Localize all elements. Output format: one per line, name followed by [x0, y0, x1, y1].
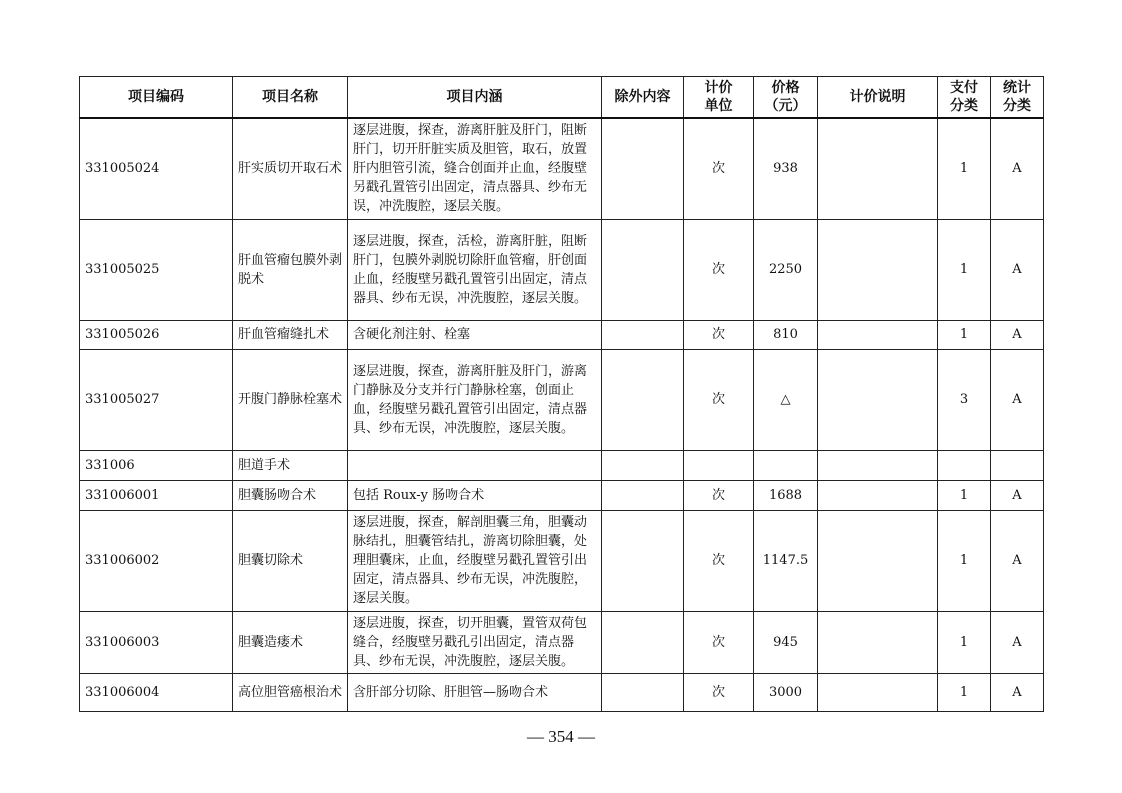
table-row — [80, 349, 1044, 450]
cell-content — [348, 450, 602, 480]
cell-price: 1688 — [754, 480, 818, 510]
table-row — [80, 673, 1044, 711]
table-row — [80, 611, 1044, 673]
table-header-row — [80, 77, 1044, 119]
cell-exclusion — [602, 673, 684, 711]
header-unit-line2: 单位 — [704, 98, 733, 114]
table-row — [80, 320, 1044, 349]
cell-pay — [938, 450, 991, 480]
cell-code: 331006002 — [80, 510, 233, 611]
cell-note — [818, 450, 938, 480]
cell-stat: A — [991, 349, 1044, 450]
cell-unit: 次 — [684, 118, 754, 219]
cell-code: 331006 — [80, 450, 233, 480]
cell-exclusion — [602, 118, 684, 219]
cell-stat: A — [991, 480, 1044, 510]
cell-code: 331006003 — [80, 611, 233, 673]
cell-note — [818, 611, 938, 673]
cell-stat — [991, 450, 1044, 480]
cell-unit — [684, 450, 754, 480]
cell-content: 包括 Roux-y 肠吻合术 — [348, 480, 602, 510]
cell-price: 810 — [754, 320, 818, 349]
cell-exclusion — [602, 320, 684, 349]
cell-unit: 次 — [684, 510, 754, 611]
cell-pay: 1 — [938, 611, 991, 673]
cell-content: 逐层进腹，探查，活检，游离肝脏，阻断肝门，包膜外剥脱切除肝血管瘤，肝创面止血，经腹壁另戳孔置管引出固定，清点器具、纱布无误，冲洗腹腔，逐层关腹。 — [348, 219, 602, 320]
header-pay-line1: 支付 — [950, 80, 978, 96]
cell-code: 331005025 — [80, 219, 233, 320]
table-row — [80, 219, 1044, 320]
cell-name: 肝血管瘤缝扎术 — [233, 320, 348, 349]
cell-exclusion — [602, 219, 684, 320]
cell-content: 含硬化剂注射、栓塞 — [348, 320, 602, 349]
table-row — [80, 480, 1044, 510]
cell-note — [818, 673, 938, 711]
cell-code: 331006001 — [80, 480, 233, 510]
cell-exclusion — [602, 510, 684, 611]
cell-content: 逐层进腹，探查，解剖胆囊三角，胆囊动脉结扎，胆囊管结扎，游离切除胆囊，处理胆囊床，止血，经腹壁另戳孔置管引出固定，清点器具、纱布无误，冲洗腹腔，逐层关腹。 — [348, 510, 602, 611]
header-exclusion: 除外内容 — [602, 77, 684, 119]
header-pay — [938, 77, 991, 119]
cell-pay: 1 — [938, 219, 991, 320]
cell-exclusion — [602, 480, 684, 510]
header-stat-line2: 分类 — [1003, 98, 1031, 114]
cell-price: 2250 — [754, 219, 818, 320]
cell-code: 331005026 — [80, 320, 233, 349]
cell-stat: A — [991, 673, 1044, 711]
cell-pay: 1 — [938, 320, 991, 349]
header-unit — [684, 77, 754, 119]
cell-stat: A — [991, 510, 1044, 611]
header-content: 项目内涵 — [348, 77, 602, 119]
cell-name: 胆囊切除术 — [233, 510, 348, 611]
header-note: 计价说明 — [818, 77, 938, 119]
cell-price: 945 — [754, 611, 818, 673]
header-price-line1: 价格 — [771, 80, 800, 96]
cell-price — [754, 450, 818, 480]
cell-pay: 1 — [938, 673, 991, 711]
cell-unit: 次 — [684, 320, 754, 349]
cell-stat: A — [991, 118, 1044, 219]
page-number: — 354 — — [527, 727, 595, 746]
header-pay-line2: 分类 — [950, 98, 978, 114]
cell-note — [818, 349, 938, 450]
cell-name: 肝实质切开取石术 — [233, 118, 348, 219]
fee-table — [79, 76, 1044, 712]
header-price — [754, 77, 818, 119]
cell-price: 3000 — [754, 673, 818, 711]
cell-code: 331005027 — [80, 349, 233, 450]
cell-unit: 次 — [684, 673, 754, 711]
cell-unit: 次 — [684, 219, 754, 320]
table-row — [80, 450, 1044, 480]
header-stat-line1: 统计 — [1003, 80, 1031, 96]
cell-exclusion — [602, 450, 684, 480]
cell-price: △ — [754, 349, 818, 450]
cell-stat: A — [991, 320, 1044, 349]
cell-pay: 1 — [938, 118, 991, 219]
cell-pay: 1 — [938, 510, 991, 611]
cell-name: 胆道手术 — [233, 450, 348, 480]
cell-price: 1147.5 — [754, 510, 818, 611]
cell-content: 逐层进腹，探查，游离肝脏及肝门，游离门静脉及分支并行门静脉栓塞，创面止血，经腹壁另戳孔置管引出固定，清点器具、纱布无误，冲洗腹腔，逐层关腹。 — [348, 349, 602, 450]
cell-unit: 次 — [684, 611, 754, 673]
cell-exclusion — [602, 349, 684, 450]
cell-unit: 次 — [684, 480, 754, 510]
header-name: 项目名称 — [233, 77, 348, 119]
cell-name: 开腹门静脉栓塞术 — [233, 349, 348, 450]
cell-code: 331005024 — [80, 118, 233, 219]
header-code: 项目编码 — [80, 77, 233, 119]
table-row — [80, 510, 1044, 611]
cell-note — [818, 118, 938, 219]
cell-code: 331006004 — [80, 673, 233, 711]
cell-name: 胆囊造瘘术 — [233, 611, 348, 673]
cell-name: 高位胆管癌根治术 — [233, 673, 348, 711]
cell-content: 含肝部分切除、肝胆管—肠吻合术 — [348, 673, 602, 711]
cell-price: 938 — [754, 118, 818, 219]
cell-exclusion — [602, 611, 684, 673]
cell-note — [818, 480, 938, 510]
header-stat — [991, 77, 1044, 119]
cell-pay: 3 — [938, 349, 991, 450]
header-price-line2: （元） — [764, 98, 807, 114]
cell-pay: 1 — [938, 480, 991, 510]
cell-note — [818, 320, 938, 349]
cell-note — [818, 510, 938, 611]
cell-name: 胆囊肠吻合术 — [233, 480, 348, 510]
table-row — [80, 118, 1044, 219]
header-unit-line1: 计价 — [704, 80, 733, 96]
cell-note — [818, 219, 938, 320]
cell-stat: A — [991, 611, 1044, 673]
cell-unit: 次 — [684, 349, 754, 450]
cell-content: 逐层进腹，探查，游离肝脏及肝门，阻断肝门，切开肝脏实质及胆管，取石，放置肝内胆管引流，缝合创面并止血，经腹壁另戳孔置管引出固定，清点器具、纱布无误，冲洗腹腔，逐层关腹。 — [348, 118, 602, 219]
cell-name: 肝血管瘤包膜外剥脱术 — [233, 219, 348, 320]
cell-content: 逐层进腹，探查，切开胆囊，置管双荷包缝合，经腹壁另戳孔引出固定，清点器具、纱布无误，冲洗腹腔，逐层关腹。 — [348, 611, 602, 673]
cell-stat: A — [991, 219, 1044, 320]
